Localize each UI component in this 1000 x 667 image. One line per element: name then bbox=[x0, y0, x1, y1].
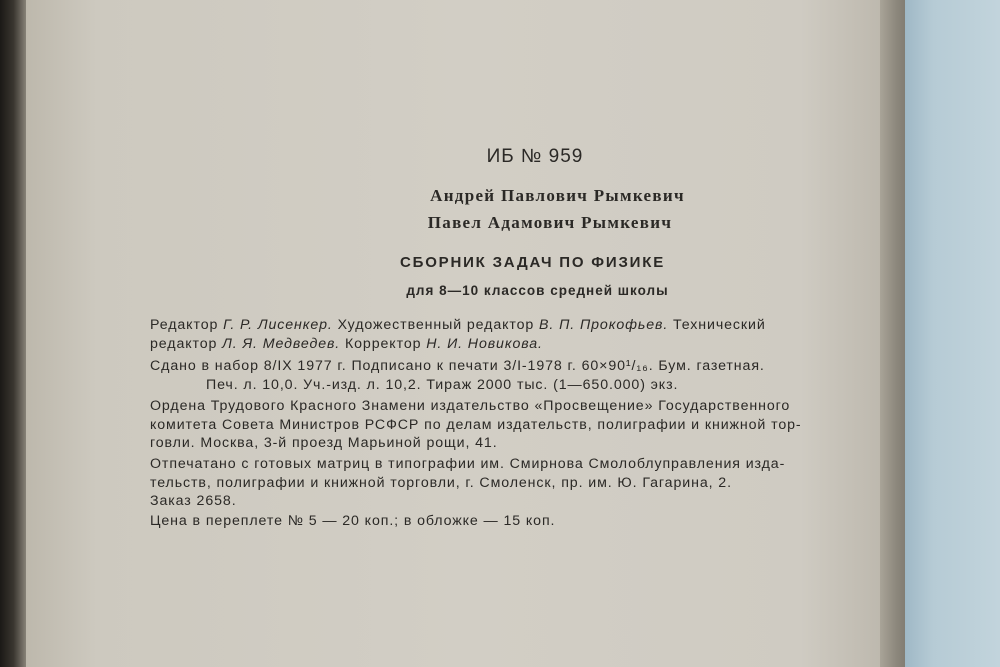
price-text: Цена в переплете № 5 — 20 коп.; в обложке — 15 коп. bbox=[150, 513, 556, 529]
price-line bbox=[150, 512, 895, 531]
book-title: СБОРНИК ЗАДАЧ ПО ФИЗИКЕ bbox=[399, 254, 666, 271]
corrector-name: Н. И. Новикова. bbox=[426, 335, 543, 352]
publisher-line: комитета Совета Министров РСФСР по делам издательств, полиграфии и книжной тор- bbox=[150, 416, 802, 433]
printing-line: тельств, полиграфии и книжной торговли, г. Смоленск, пр. им. Ю. Гагарина, 2. bbox=[150, 474, 732, 491]
print-info-line: Печ. л. 10,0. Уч.-изд. л. 10,2. Тираж 2000 тыс. (1—650.000) экз. bbox=[206, 376, 679, 393]
tech-editor-role-start: Технический bbox=[668, 317, 766, 333]
author-2: Павел Адамович Рымкевич bbox=[427, 213, 673, 232]
printing-line: Отпечатано с готовых матриц в типографии им. Смирнова Смолоблуправления изда- bbox=[150, 456, 786, 472]
print-info-line: Сдано в набор 8/IX 1977 г. Подписано к печати 3/I-1978 г. 60×90¹/₁₆. Бум. газетная. bbox=[150, 358, 765, 374]
art-editor-name: В. П. Прокофьев. bbox=[539, 317, 669, 333]
editors-line-1 bbox=[150, 316, 895, 335]
book-cover-edge bbox=[905, 0, 1000, 667]
editors-line-2 bbox=[150, 335, 895, 354]
tech-editor-name: Л. Я. Медведев. bbox=[222, 335, 341, 352]
print-info-block bbox=[150, 357, 895, 394]
corrector-role: Корректор bbox=[340, 335, 427, 352]
editors-block bbox=[150, 316, 895, 353]
publisher-line: говли. Москва, 3-й проезд Марьиной рощи, 41. bbox=[150, 435, 498, 451]
art-editor-role: Художественный редактор bbox=[332, 317, 540, 333]
printing-block bbox=[150, 455, 895, 511]
author-1: Андрей Павлович Рымкевич bbox=[430, 186, 685, 205]
publisher-line: Ордена Трудового Красного Знамени издательство «Просвещение» Государственного bbox=[150, 398, 791, 414]
editor-role: Редактор bbox=[150, 317, 224, 333]
editor-name: Г. Р. Лисенкер. bbox=[223, 317, 333, 333]
publisher-block bbox=[150, 397, 895, 453]
printing-line: Заказ 2658. bbox=[150, 493, 237, 509]
tech-editor-role-end: редактор bbox=[150, 335, 223, 352]
book-subtitle: для 8—10 классов средней школы bbox=[406, 283, 669, 298]
ib-number: ИБ № 959 bbox=[486, 146, 584, 167]
